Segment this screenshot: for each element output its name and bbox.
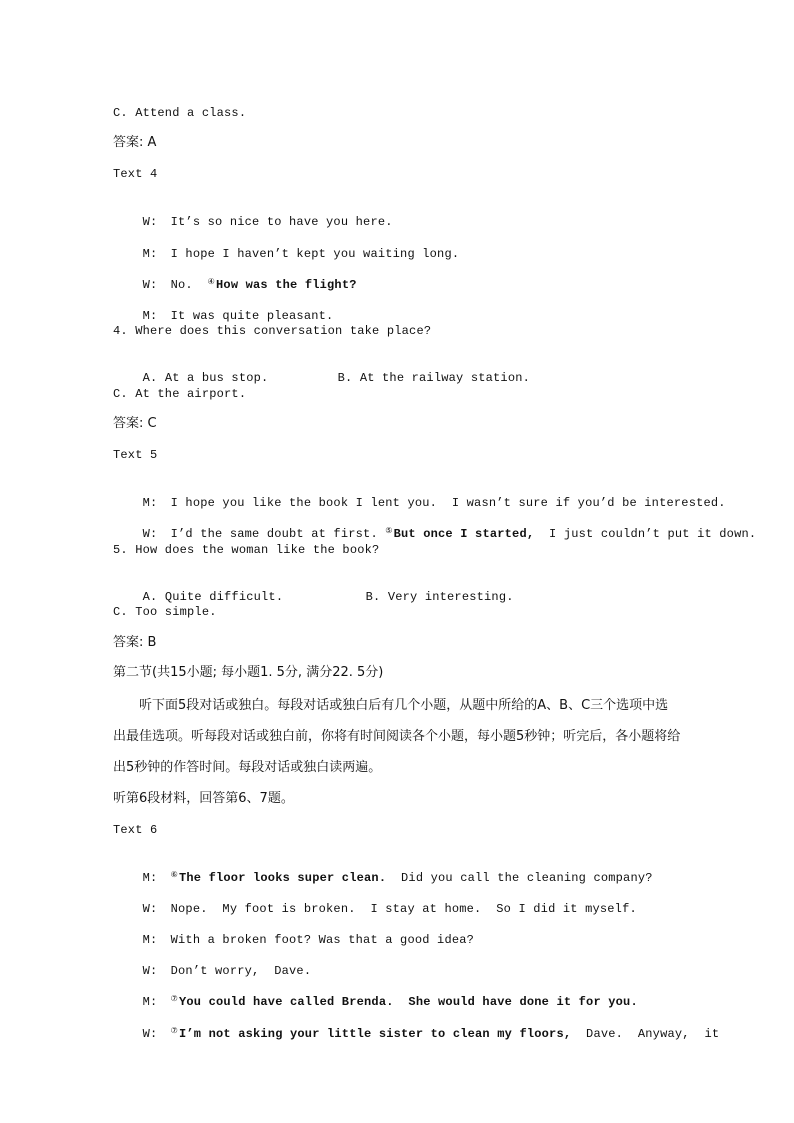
dialogue-text: Dave. Anyway, it	[571, 1027, 720, 1041]
dialogue-text: I hope I haven’t kept you waiting long.	[170, 247, 460, 261]
speaker-label: M:	[142, 309, 158, 323]
speaker-label: M:	[142, 496, 158, 510]
key-sentence: How was the flight?	[216, 278, 357, 292]
dialogue-text: I just couldn’t put it down.	[534, 527, 757, 541]
dialogue-text: It was quite pleasant.	[170, 309, 334, 323]
speaker-label: W:	[142, 527, 158, 541]
circled-number-marker: ⑥	[170, 871, 178, 880]
dialogue-text: Don’t worry, Dave.	[170, 964, 312, 978]
dialogue-line	[113, 978, 638, 1009]
speaker-label: W:	[142, 215, 158, 229]
question-5: 5. How does the woman like the book?	[113, 543, 380, 557]
dialogue-line	[113, 916, 475, 947]
question-4: 4. Where does this conversation take place?	[113, 324, 432, 338]
dialogue-line	[113, 292, 334, 323]
dialogue-text: I’d the same doubt at first.	[170, 527, 386, 541]
section-2-heading: 第二节(共15小题; 每小题1. 5分, 满分22. 5分)	[113, 665, 384, 680]
speaker-label: W:	[142, 1027, 158, 1041]
dialogue-line	[113, 510, 757, 541]
speaker-label: M:	[142, 247, 158, 261]
speaker-label: M:	[142, 871, 158, 885]
circled-number-marker: ⑦	[170, 995, 178, 1004]
dialogue-line	[113, 479, 726, 510]
instructions-paragraph: 听下面5段对话或独白。每段对话或独白后有几个小题，从题中所给的A、B、C三个选项中选出最佳选项。听每段对话或独白前，你将有时间阅读各个小题，每小题5秒钟；听完后，各小题将给出5秒钟的作答时间。每段对话或独白读两遍。	[113, 698, 681, 775]
circled-number-marker: ⑤	[385, 527, 393, 536]
key-sentence: You could have called Brenda. She would have done it for you.	[178, 995, 638, 1009]
q4-option-b: B. At the railway station.	[337, 371, 531, 385]
q4-option-a: A. At a bus stop.	[142, 371, 269, 385]
q4-options-row	[113, 354, 531, 385]
answer-4: 答案: C	[113, 416, 157, 431]
q5-option-b: B. Very interesting.	[365, 590, 514, 604]
dialogue-text: I hope you like the book I lent you. I wasn’t sure if you’d be interested.	[170, 496, 726, 510]
text-6-heading: Text 6	[113, 823, 158, 837]
listen-material-6-heading: 听第6段材料，回答第6、7题。	[113, 791, 294, 806]
speaker-label: W:	[142, 902, 158, 916]
q5-options-row	[113, 573, 514, 604]
dialogue-line	[113, 1010, 720, 1041]
q3-option-c: C. Attend a class.	[113, 106, 247, 120]
answer-3: 答案: A	[113, 135, 157, 150]
dialogue-line	[113, 230, 460, 261]
text-5-heading: Text 5	[113, 448, 158, 462]
answer-5: 答案: B	[113, 635, 157, 650]
q5-option-c: C. Too simple.	[113, 605, 217, 619]
dialogue-line	[113, 885, 637, 916]
dialogue-text: Did you call the cleaning company?	[386, 871, 653, 885]
dialogue-line	[113, 947, 312, 978]
circled-number-marker: ⑦	[170, 1027, 178, 1036]
q5-option-a: A. Quite difficult.	[142, 590, 284, 604]
dialogue-line	[113, 261, 357, 292]
speaker-label: W:	[142, 964, 158, 978]
dialogue-line	[113, 854, 653, 885]
key-sentence: The floor looks super clean.	[178, 871, 387, 885]
circled-number-marker: ④	[207, 278, 216, 287]
speaker-label: M:	[142, 995, 158, 1009]
speaker-label: M:	[142, 933, 158, 947]
dialogue-text: It’s so nice to have you here.	[170, 215, 393, 229]
key-sentence: I’m not asking your little sister to clean my floors,	[178, 1027, 572, 1041]
dialogue-text: No.	[170, 278, 193, 292]
dialogue-text: With a broken foot? Was that a good idea?	[170, 933, 475, 947]
text-4-heading: Text 4	[113, 167, 158, 181]
q4-option-c: C. At the airport.	[113, 387, 247, 401]
dialogue-line	[113, 198, 393, 229]
speaker-label: W:	[142, 278, 158, 292]
key-sentence: But once I started,	[393, 527, 535, 541]
dialogue-text: Nope. My foot is broken. I stay at home. So I did it myself.	[170, 902, 637, 916]
